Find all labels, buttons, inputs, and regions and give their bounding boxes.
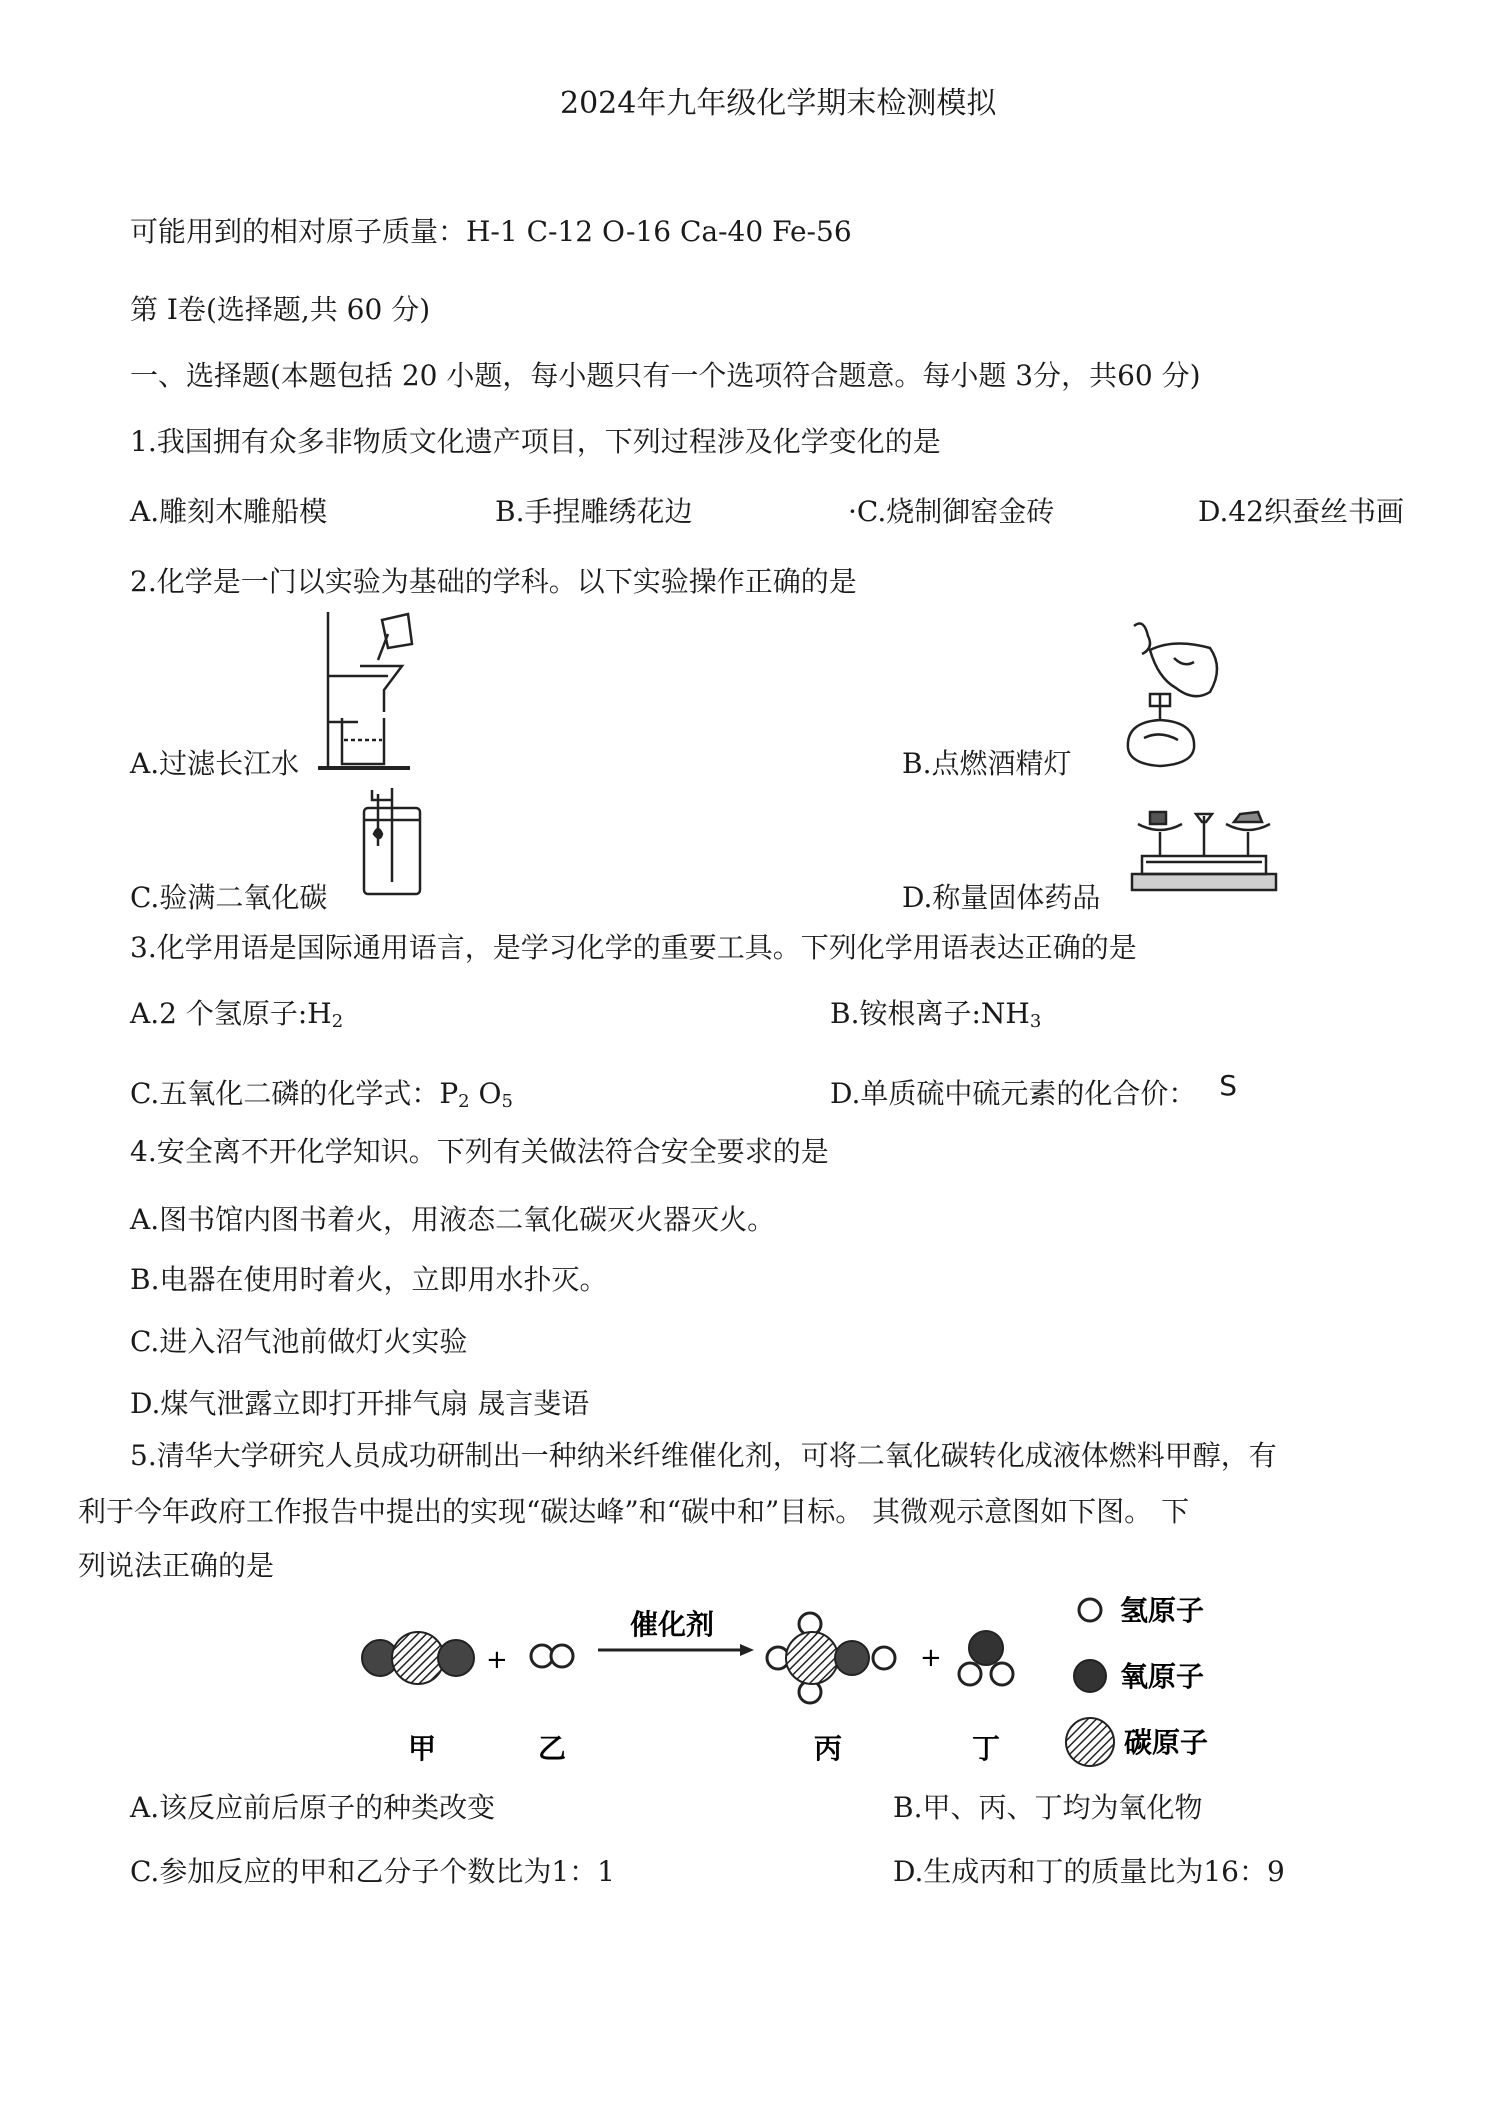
q3-option-a-subscript: 2: [331, 1011, 344, 1032]
q5-stem-line-2: 利于今年政府工作报告中提出的实现“碳达峰”和“碳中和”目标。 其微观示意图如下图。 下: [78, 1495, 1190, 1528]
q4-option-a: A.图书馆内图书着火，用液态二氧化碳灭火器灭火。: [130, 1203, 776, 1236]
label-ding: 丁: [971, 1732, 1001, 1765]
q3-option-a-formula: H: [307, 997, 332, 1030]
q3-stem: 3.化学用语是国际通用语言，是学习化学的重要工具。下列化学用语表达正确的是: [130, 931, 1137, 964]
balance-scale-figure: [1130, 796, 1278, 896]
q3-option-d: [830, 1069, 1238, 1112]
q1-option-d: D.42织蚕丝书画: [1198, 495, 1404, 528]
q3-option-b: [830, 996, 1041, 1040]
q3-option-c: [130, 1076, 513, 1120]
h2-molecule: [531, 1645, 573, 1667]
q3-option-a: [130, 996, 343, 1040]
alcohol-lamp-figure: [1114, 618, 1234, 774]
filtration-apparatus-figure: [318, 604, 418, 776]
q3-option-c-p: P: [439, 1077, 459, 1110]
catalyst-label: 催化剂: [630, 1608, 715, 1641]
q5-option-c: C.参加反应的甲和乙分子个数比为1：1: [130, 1855, 615, 1888]
q5-option-a: A.该反应前后原子的种类改变: [130, 1791, 496, 1824]
q5-option-d: D.生成丙和丁的质量比为16：9: [893, 1855, 1285, 1888]
atomic-mass-line: 可能用到的相对原子质量：H-1 C-12 O-16 Ca-40 Fe-56: [130, 215, 852, 248]
q3-option-b-subscript: 3: [1029, 1011, 1042, 1032]
q4-option-b: B.电器在使用时着火，立即用水扑灭。: [130, 1263, 608, 1296]
legend: [1066, 1594, 1208, 1766]
q3-option-c-p-subscript: 2: [458, 1091, 470, 1112]
q2-option-a: A.过滤长江水: [130, 747, 300, 780]
q3-option-b-label: B.铵根离子:: [830, 997, 981, 1030]
q5-option-b: B.甲、丙、丁均为氧化物: [893, 1791, 1203, 1824]
q3-option-d-label: D.单质硫中硫元素的化合价：: [830, 1077, 1197, 1110]
q3-option-c-o: O: [478, 1077, 502, 1110]
q1-option-c: ·C.烧制御窑金砖: [848, 495, 1055, 528]
q1-option-b: B.手捏雕绣花边: [495, 495, 693, 528]
methanol-molecule: [767, 1613, 895, 1703]
label-jia: 甲: [407, 1732, 437, 1765]
legend-carbon-label: 碳原子: [1124, 1726, 1209, 1759]
q4-option-d: D.煤气泄露立即打开排气扇 晟言斐语: [130, 1387, 590, 1420]
q2-option-d: D.称量固体药品: [902, 881, 1101, 914]
q3-option-c-o-subscript: 5: [501, 1091, 513, 1112]
q3-option-a-label: A.2 个氢原子:: [130, 997, 308, 1030]
q4-option-c: C.进入沼气池前做灯火实验: [130, 1325, 468, 1358]
q3-option-c-label: C.五氧化二磷的化学式：: [130, 1077, 440, 1110]
q3-option-b-formula: NH: [980, 997, 1030, 1030]
reaction-micro-diagram: [340, 1592, 1260, 1772]
label-bing: 丙: [813, 1732, 843, 1765]
part1-heading: 第 I卷(选择题,共 60 分): [130, 293, 431, 326]
q2-option-c: C.验满二氧化碳: [130, 881, 328, 914]
arrow-head-icon: [740, 1644, 754, 1656]
q3-option-d-symbol: S: [1219, 1069, 1238, 1102]
gas-bottle-figure: [358, 786, 428, 898]
legend-oxygen-icon: [1074, 1660, 1106, 1692]
q1-stem: 1.我国拥有众多非物质文化遗产项目，下列过程涉及化学变化的是: [130, 425, 941, 458]
q2-stem: 2.化学是一门以实验为基础的学科。以下实验操作正确的是: [130, 565, 857, 598]
q5-stem-line-1: 5.清华大学研究人员成功研制出一种纳米纤维催化剂，可将二氧化碳转化成液体燃料甲醇，有: [130, 1439, 1277, 1472]
plus-sign-1: +: [486, 1645, 508, 1675]
q4-stem: 4.安全离不开化学知识。下列有关做法符合安全要求的是: [130, 1135, 829, 1168]
q5-stem-line-3: 列说法正确的是: [78, 1549, 275, 1582]
section1-heading: 一、选择题(本题包括 20 小题，每小题只有一个选项符合题意。每小题 3分，共60 分): [130, 359, 1201, 392]
label-yi: 乙: [537, 1732, 567, 1765]
legend-hydrogen-icon: [1079, 1599, 1101, 1621]
co2-molecule: [362, 1632, 474, 1684]
q2-option-b: B.点燃酒精灯: [902, 747, 1072, 780]
q1-option-a: A.雕刻木雕船模: [130, 495, 328, 528]
legend-carbon-icon: [1066, 1718, 1114, 1766]
legend-hydrogen-label: 氢原子: [1120, 1594, 1205, 1627]
plus-sign-2: +: [920, 1643, 942, 1673]
water-molecule: [959, 1631, 1013, 1685]
page-title: 2024年九年级化学期末检测模拟: [560, 86, 997, 121]
legend-oxygen-label: 氧原子: [1120, 1660, 1205, 1693]
